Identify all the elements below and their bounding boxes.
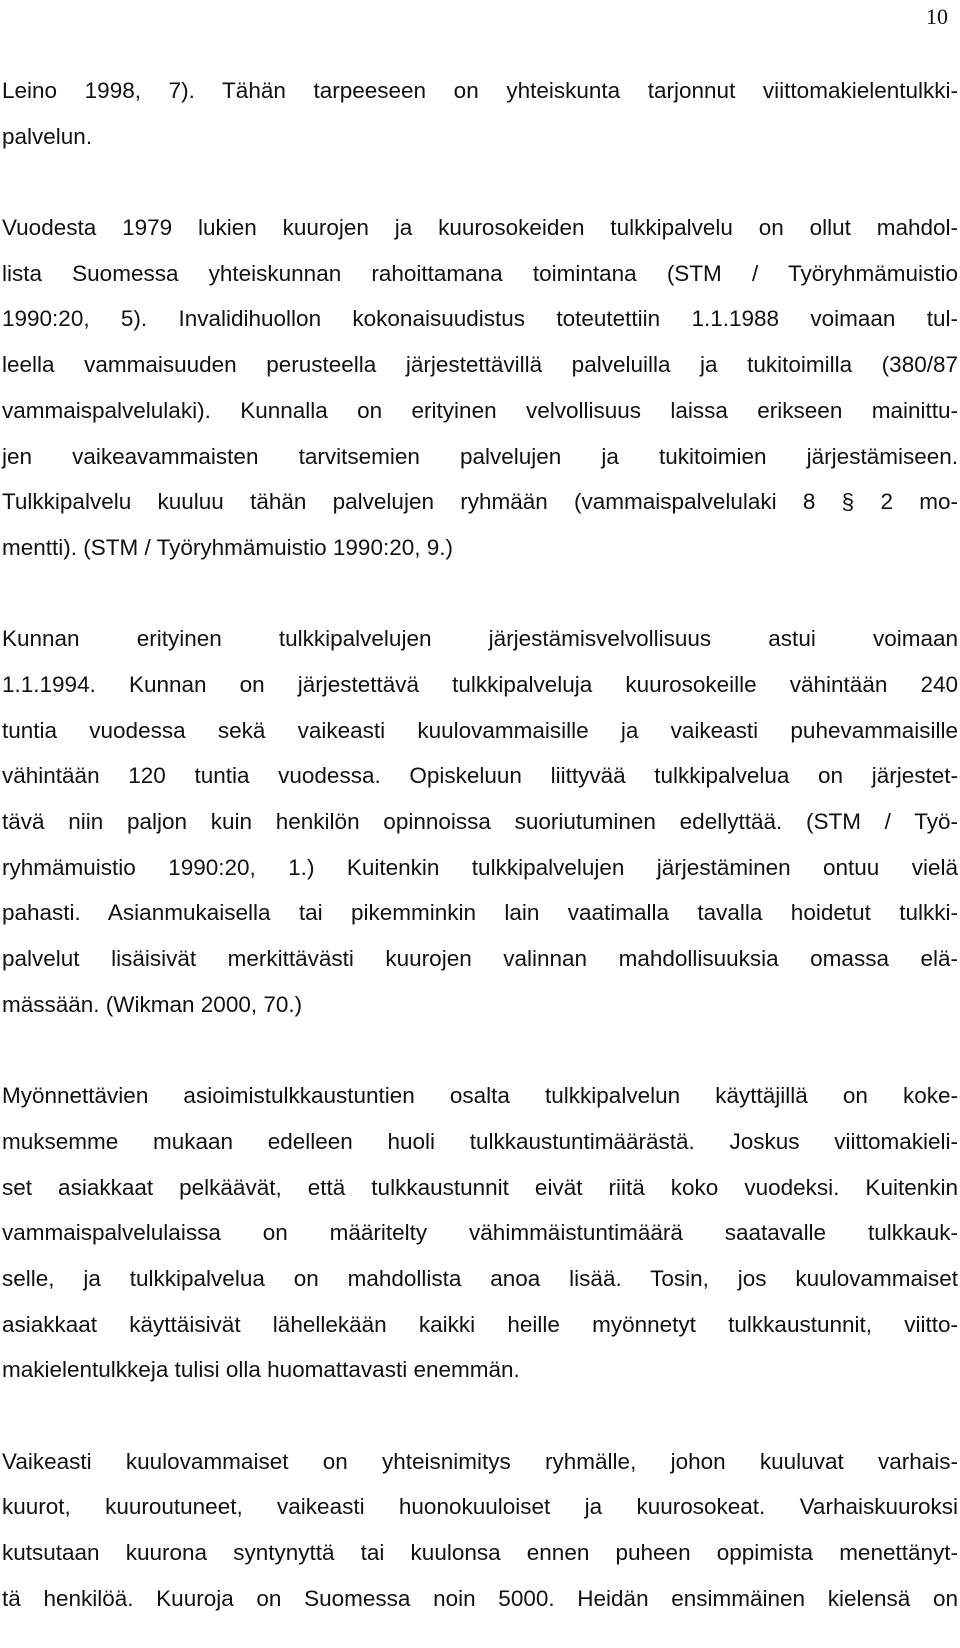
text-line: vähintään 120 tuntia vuodessa. Opiskeluun liittyvää tulkkipalvelua on järjestet- [2, 763, 958, 789]
text-line: makielentulkkeja tulisi olla huomattavasti enemmän. [2, 1357, 520, 1383]
text-line: palvelun. [2, 123, 93, 149]
text-line: Vuodesta 1979 lukien kuurojen ja kuurosokeiden tulkkipalvelu on ollut mahdol- [2, 215, 958, 241]
text-line: kutsutaan kuurona syntynyttä tai kuulonsa ennen puheen oppimista menettänyt- [2, 1540, 958, 1565]
text-line: jen vaikeavammaisten tarvitsemien palvelujen ja tukitoimien järjestämiseen. [2, 443, 958, 469]
paragraph-spacer [0, 571, 960, 617]
text-line: mentti). (STM / Työryhmämuistio 1990:20, 9.) [2, 534, 453, 560]
text-line: palvelut lisäisivät merkittävästi kuurojen valinnan mahdollisuuksia omassa elä- [2, 946, 958, 972]
text-line: lista Suomessa yhteiskunnan rahoittamana toimintana (STM / Työryhmämuistio [2, 260, 958, 286]
paragraph-2 [0, 205, 960, 571]
text-line: vammaispalvelulaki). Kunnalla on erityinen velvollisuus laissa erikseen mainittu- [2, 397, 958, 423]
text-line: Myönnettävien asioimistulkkaustuntien osalta tulkkipalvelun käyttäjillä on koke- [2, 1083, 958, 1109]
text-line: selle, ja tulkkipalvelua on mahdollista anoa lisää. Tosin, jos kuulovammaiset [2, 1265, 958, 1291]
text-line: tuntia vuodessa sekä vaikeasti kuulovammaisille ja vaikeasti puhevammaisille [2, 717, 958, 743]
text-line: mässään. (Wikman 2000, 70.) [2, 991, 303, 1017]
paragraph-spacer [0, 1027, 960, 1073]
paragraph-spacer [0, 159, 960, 205]
text-line: leella vammaisuuden perusteella järjestettävillä palveluilla ja tukitoimilla (380/87 [2, 352, 958, 378]
text-line: Kunnan erityinen tulkkipalvelujen järjestämisvelvollisuus astui voimaan [2, 626, 958, 652]
text-line: Leino 1998, 7). Tähän tarpeeseen on yhteiskunta tarjonnut viittomakielentulkki- [2, 78, 958, 103]
paragraph-4 [0, 1073, 960, 1393]
page-number: 10 [926, 4, 948, 29]
text-line: pahasti. Asianmukaisella tai pikemminkin lain vaatimalla tavalla hoidetut tulkki- [2, 900, 958, 926]
text-line: tä henkilöä. Kuuroja on Suomessa noin 5000. Heidän ensimmäinen kielensä on [2, 1585, 958, 1611]
text-line: vammaispalvelulaissa on määritelty vähimmäistuntimäärä saatavalle tulkkauk- [2, 1220, 958, 1246]
paragraph-3 [0, 616, 960, 1027]
text-line: set asiakkaat pelkäävät, että tulkkaustunnit eivät riitä koko vuodeksi. Kuitenkin [2, 1174, 958, 1200]
text-line: 1990:20, 5). Invalidihuollon kokonaisuudistus toteutettiin 1.1.1988 voimaan tul- [2, 306, 958, 332]
document-body [0, 68, 960, 1621]
text-line: asiakkaat käyttäisivät lähellekään kaikki heille myönnetyt tulkkaustunnit, viitto- [2, 1311, 958, 1337]
paragraph-5 [0, 1439, 960, 1622]
paragraph-1 [0, 68, 960, 159]
text-line: 1.1.1994. Kunnan on järjestettävä tulkkipalveluja kuurosokeille vähintään 240 [2, 671, 958, 697]
text-line: tävä niin paljon kuin henkilön opinnoissa suoriutuminen edellyttää. (STM / Työ- [2, 809, 958, 834]
paragraph-spacer [0, 1393, 960, 1439]
text-line: muksemme mukaan edelleen huoli tulkkaustuntimäärästä. Joskus viittomakieli- [2, 1128, 958, 1154]
text-line: Tulkkipalvelu kuuluu tähän palvelujen ryhmään (vammaispalvelulaki 8 § 2 mo- [2, 489, 958, 515]
text-line: kuurot, kuuroutuneet, vaikeasti huonokuuloiset ja kuurosokeat. Varhaiskuuroksi [2, 1494, 958, 1520]
text-line: ryhmämuistio 1990:20, 1.) Kuitenkin tulkkipalvelujen järjestäminen ontuu vielä [2, 854, 958, 880]
text-line: Vaikeasti kuulovammaiset on yhteisnimitys ryhmälle, johon kuuluvat varhais- [2, 1448, 958, 1474]
